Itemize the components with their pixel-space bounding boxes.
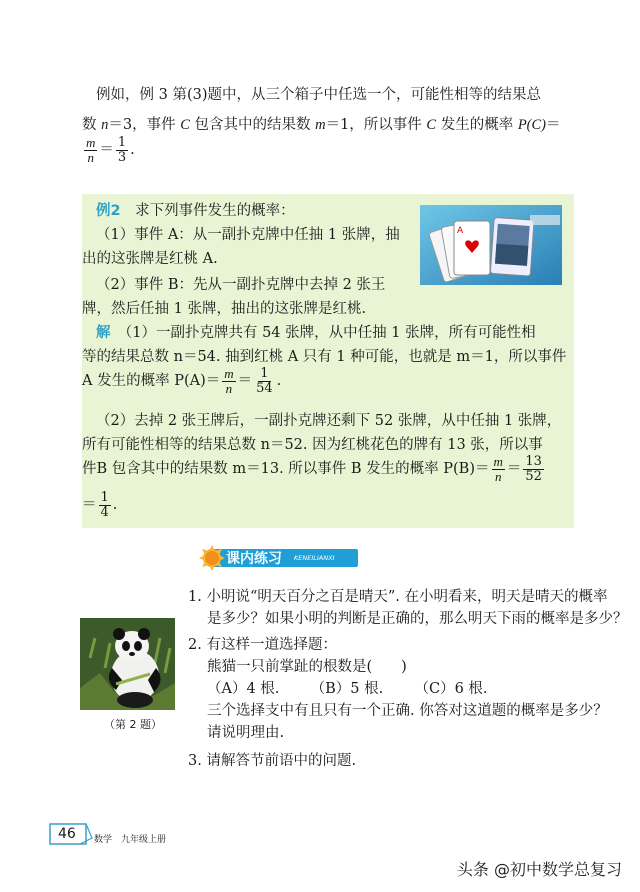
text: （1）一副扑克牌共有 54 张牌，从中任抽 1 张牌，所有可能性相: [125, 325, 536, 341]
text: ＝: [237, 373, 253, 389]
prob-pc: P(C): [517, 117, 546, 133]
numerator: m: [493, 453, 503, 469]
fraction-m-n: [84, 136, 97, 165]
denominator: n: [494, 468, 502, 484]
question-1-line-2: 出的这张牌是红桃 A.: [82, 251, 218, 267]
exercise-2-line-3: 三个选择支中有且只有一个正确. 你答对这道题的概率是多少？: [207, 703, 608, 719]
fraction-m-n: [222, 367, 235, 396]
panda-caption: （第 2 题）: [104, 718, 162, 731]
numerator: 1: [260, 365, 269, 381]
question-2-line-1: （2）事件 B：先从一副扑克牌中去掉 2 张王: [96, 277, 386, 293]
fraction-m-n: [492, 455, 505, 484]
var-n: n: [101, 117, 109, 133]
text: .: [130, 142, 135, 158]
text: .: [276, 373, 282, 389]
solution-1-line-3: [82, 366, 281, 396]
banner-subtitle: KENEILIANXI: [294, 554, 335, 562]
exercise-1-line-2: 是多少？如果小明的判断是正确的，那么明天下雨的概率是多少？: [207, 611, 628, 627]
text: .: [112, 497, 118, 513]
panda-image: [80, 618, 175, 710]
text: ＝3，事件: [108, 117, 181, 133]
text: 包含其中的结果数: [189, 117, 316, 133]
example-label: 例2: [96, 203, 121, 219]
text: A 发生的概率 P(A)＝: [82, 373, 221, 389]
solution-2-line-4: [82, 490, 117, 520]
solution-2-line-3: [82, 454, 546, 484]
text: ＝: [506, 461, 522, 477]
denominator: 4: [100, 504, 109, 520]
question-2-line-2: 牌，然后任抽 1 张牌，抽出的这张牌是红桃.: [82, 301, 367, 317]
intro-line-2: [82, 110, 561, 140]
fraction-1-54: [254, 367, 275, 396]
option-c: （C）6 根.: [414, 681, 488, 697]
fraction-1-4: [99, 491, 111, 520]
solution-2-line-1: （2）去掉 2 张王牌后，一副扑克牌还剩下 52 张牌，从中任抽 1 张牌，: [96, 413, 562, 429]
denominator: n: [87, 149, 94, 165]
question-1-line-1: （1）事件 A：从一副扑克牌中任抽 1 张牌，抽: [96, 227, 400, 243]
fraction-13-52: [523, 455, 544, 484]
numerator: m: [86, 134, 96, 150]
var-c: C: [180, 117, 190, 133]
svg-text:A: A: [457, 226, 464, 236]
text: ＝: [99, 142, 114, 158]
book-title: 数学 九年级上册: [94, 835, 167, 845]
playing-cards-image: [420, 205, 562, 285]
exercise-banner: [198, 545, 358, 571]
example-prompt: 求下列事件发生的概率：: [135, 203, 295, 219]
text: 发生的概率: [436, 117, 518, 133]
exercise-3: 3. 请解答节前语中的问题.: [188, 753, 357, 769]
denominator: 3: [117, 149, 127, 165]
solution-2-line-2: 所有可能性相等的结果总数 n＝52. 因为红桃花色的牌有 13 张，所以事: [82, 437, 543, 453]
text: ＝: [82, 497, 97, 513]
text: ＝1，所以事件: [325, 117, 427, 133]
page-footer: [46, 820, 196, 848]
numerator: 1: [100, 489, 109, 505]
var-m: m: [315, 117, 326, 133]
denominator: 54: [256, 380, 273, 396]
exercise-2-line-4: 请说明理由.: [207, 725, 285, 741]
exercise-1-line-1: 1. 小明说“明天百分之百是晴天”. 在小明看来，明天是晴天的概率: [188, 589, 608, 605]
numerator: 1: [117, 134, 127, 150]
fraction-1-3: [116, 136, 128, 165]
intro-line-3: [82, 135, 135, 165]
text: ＝: [546, 117, 561, 133]
page-number: 46: [58, 826, 76, 842]
solution-label: 解: [96, 325, 111, 341]
numerator: m: [224, 365, 234, 381]
exercise-2-question: 熊猫一只前掌趾的根数是( ): [207, 659, 407, 675]
watermark: 头条 @初中数学总复习: [456, 860, 622, 879]
numerator: 13: [525, 453, 542, 469]
text: 数: [82, 117, 102, 133]
text: 件B 包含其中的结果数 m＝13. 所以事件 B 发生的概率 P(B)＝: [82, 461, 490, 477]
intro-line-1: 例如，例 3 第(3)题中，从三个箱子中任选一个，可能性相等的结果总: [96, 87, 541, 103]
denominator: 52: [525, 468, 542, 484]
exercise-2-line-1: 2. 有这样一道选择题：: [188, 637, 337, 653]
option-b: （B）5 根.: [310, 681, 384, 697]
var-c: C: [426, 117, 437, 133]
solution-1-line-2: 等的结果总数 n＝54. 抽到红桃 A 只有 1 种可能，也就是 m＝1，所以事件: [82, 349, 567, 365]
banner-title: 课内练习: [226, 551, 282, 567]
denominator: n: [225, 380, 233, 396]
option-a: （A）4 根.: [207, 681, 280, 697]
